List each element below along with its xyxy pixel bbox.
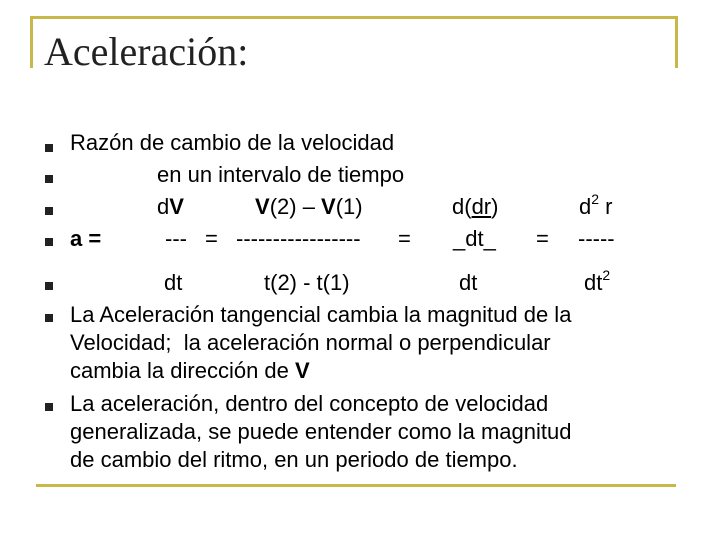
denominator-dt-2: dt bbox=[459, 270, 478, 295]
denominator-time-difference: t(2) - t(1) bbox=[264, 270, 350, 295]
bullet-text-6-line-3: cambia la dirección de V bbox=[70, 358, 310, 383]
frame-bottom-border bbox=[36, 484, 676, 487]
numerator-dV: dV bbox=[157, 194, 184, 219]
numerator-d-dr: d(dr) bbox=[452, 194, 499, 219]
acceleration-label: a = bbox=[70, 226, 102, 251]
bullet-text-7-line-3: de cambio del ritmo, en un periodo de tiempo. bbox=[70, 447, 518, 472]
equals-sign-1: = bbox=[205, 226, 218, 251]
bullet-marker-5 bbox=[45, 282, 53, 290]
numerator-d2r: $d^2$ r bbox=[579, 190, 613, 219]
equals-sign-3: = bbox=[536, 226, 549, 251]
frame-left-border bbox=[30, 16, 33, 68]
bullet-text-6-line-2: Velocidad; la aceleración normal o perpendicular bbox=[70, 330, 551, 355]
bullet-marker-7 bbox=[45, 403, 53, 411]
denominator-dt-1: dt bbox=[164, 270, 183, 295]
fraction-dt: _dt_ bbox=[453, 226, 496, 251]
bullet-text-7-line-2: generalizada, se puede entender como la magnitud bbox=[70, 419, 572, 444]
bullet-marker-1 bbox=[45, 144, 53, 152]
frame-top-border bbox=[30, 16, 678, 19]
fraction-bar-2: ----------------- bbox=[236, 226, 361, 251]
numerator-velocity-difference: V(2) – V(1) bbox=[255, 194, 363, 219]
frame-right-border bbox=[675, 16, 678, 68]
bullet-marker-3 bbox=[45, 207, 53, 215]
bullet-marker-2 bbox=[45, 175, 53, 183]
bullet-text-6-line-1: La Aceleración tangencial cambia la magnitud de la bbox=[70, 302, 572, 327]
fraction-bar-4: ----- bbox=[578, 226, 615, 251]
bullet-text-1: Razón de cambio de la velocidad bbox=[70, 130, 395, 155]
slide-title: Aceleración: bbox=[44, 29, 249, 74]
fraction-bar-1: --- bbox=[165, 226, 187, 251]
bullet-text-7-line-1: La aceleración, dentro del concepto de velocidad bbox=[70, 391, 549, 416]
bullet-marker-6 bbox=[45, 314, 53, 322]
denominator-dt-squared: $dt^2$ bbox=[584, 266, 611, 295]
bullet-marker-4 bbox=[45, 238, 53, 246]
bullet-text-2: en un intervalo de tiempo bbox=[157, 162, 405, 187]
equals-sign-2: = bbox=[398, 226, 411, 251]
